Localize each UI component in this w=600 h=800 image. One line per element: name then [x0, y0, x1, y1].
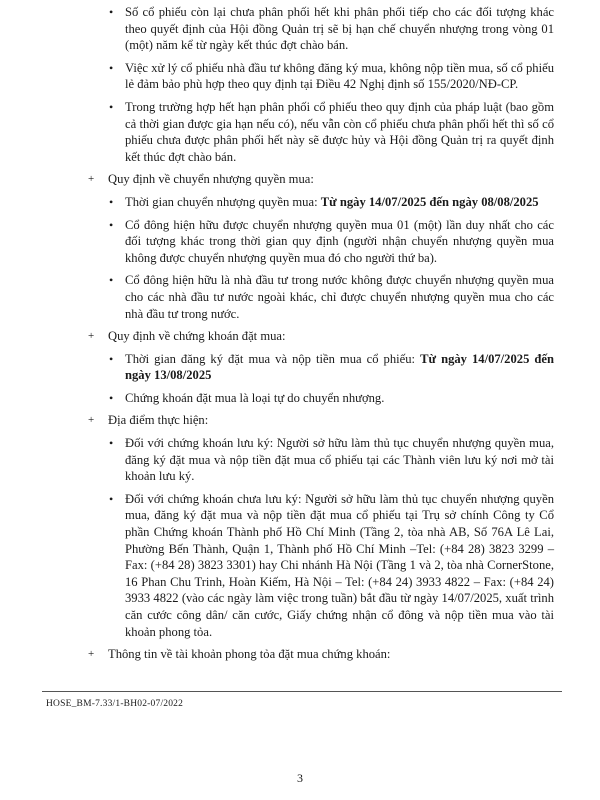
section-heading-subscribed-securities	[84, 328, 554, 345]
bullet-subscription-period	[84, 351, 554, 384]
bullet-expiry-cancellation	[84, 99, 554, 165]
bullet-date-range: Từ ngày 14/07/2025 đến ngày 08/08/2025	[320, 194, 539, 209]
bullet-transfer-once	[84, 217, 554, 267]
section-heading-escrow-account	[84, 646, 554, 663]
section-heading-text: Địa điểm thực hiện:	[108, 413, 209, 428]
footer-divider	[42, 691, 562, 692]
bullet-text: Số cổ phiếu còn lại chưa phân phối hết khi phân phối tiếp cho các đối tượng khác theo quyết định của Hội đồng Quản trị sẽ bị hạn chế chuyển nhượng trong vòng 01 (một) năm kể từ ngày kết thúc đợt chào bán.	[125, 5, 554, 53]
bullet-remaining-shares	[84, 4, 554, 54]
section-heading-text: Thông tin về tài khoản phong tỏa đặt mua chứng khoán:	[108, 647, 391, 662]
page-number: 3	[297, 771, 303, 785]
bullet-undeposited-securities	[84, 491, 554, 640]
section-heading-location	[84, 412, 554, 429]
bullet-dot-icon: •	[109, 273, 114, 288]
bullet-dot-icon: •	[109, 390, 114, 405]
bullet-transfer-period	[84, 194, 554, 211]
bullet-domestic-investors	[84, 272, 554, 322]
plus-marker-icon: +	[88, 330, 95, 343]
document-body	[84, 4, 554, 669]
bullet-text: Chứng khoán đặt mua là loại tự do chuyển nhượng.	[125, 390, 385, 405]
plus-marker-icon: +	[88, 414, 95, 427]
bullet-text: Đối với chứng khoán chưa lưu ký: Người sở hữu làm thủ tục chuyển nhượng quyền mua, đăng ký đặt mua và nộp tiền đặt mua cổ phiếu tại Trụ sở chính Công ty Cổ phần Chứng khoán Thành phố Hồ Chí Minh (Tầng 2, tòa nhà AB, Số 76A Lê Lai, Phường Bến Thành, Quận 1, Thành phố Hồ Chí Minh –Tel: (+84 28) 3823 3299 – Fax: (+84 28) 3823 3301) hay Chi nhánh Hà Nội (Tầng 1 và 2, tòa nhà CornerStone, 16 Phan Chu Trinh, Hoàn Kiếm, Hà Nội – Tel: (+84 24) 3933 4822 – Fax: (+84 24) 3933 4822 (vào các ngày làm việc trong tuần) bắt đầu từ ngày 14/07/2025, xuất trình căn cước công dân/ căn cước, Giấy chứng nhận cổ đông và nộp tiền mua vào tài khoản phong tỏa.	[125, 491, 554, 639]
bullet-text: Việc xử lý cổ phiếu nhà đầu tư không đăng ký mua, không nộp tiền mua, số cổ phiếu lẻ đảm bảo phù hợp theo quy định tại Điều 42 Nghị định số 155/2020/NĐ-CP.	[125, 60, 554, 92]
bullet-date-range: Từ ngày 14/07/2025 đến ngày 13/08/2025	[125, 351, 554, 383]
bullet-text: Cổ đông hiện hữu là nhà đầu tư trong nước không được chuyển nhượng quyền mua cho các nhà đầu tư nước ngoài khác, chỉ được chuyển nhượng quyền mua cho các nhà đầu tư trong nước.	[125, 273, 554, 321]
bullet-dot-icon: •	[109, 99, 114, 114]
footer-form-code: HOSE_BM-7.33/1-BH02-07/2022	[46, 699, 184, 709]
section-heading-transfer-rights	[84, 171, 554, 188]
bullet-unregistered-handling	[84, 60, 554, 93]
bullet-dot-icon: •	[109, 60, 114, 75]
bullet-text: Cổ đông hiện hữu được chuyển nhượng quyền mua 01 (một) lần duy nhất cho các đối tượng khác trong thời gian quy định (người nhận chuyển nhượng quyền mua không được chuyển nhượng quyền mua đó cho người thứ ba).	[125, 217, 554, 265]
section-heading-text: Quy định về chứng khoán đặt mua:	[108, 329, 286, 344]
bullet-label: Thời gian đăng ký đặt mua và nộp tiền mua cổ phiếu:	[125, 351, 421, 366]
bullet-dot-icon: •	[109, 194, 114, 209]
bullet-freely-transferable	[84, 390, 554, 407]
bullet-text: Đối với chứng khoán lưu ký: Người sở hữu làm thủ tục chuyển nhượng quyền mua, đăng ký đặt mua và nộp tiền đặt mua cổ phiếu tại các Thành viên lưu ký nơi mở tài khoản lưu ký.	[125, 436, 554, 484]
section-heading-text: Quy định về chuyển nhượng quyền mua:	[108, 172, 314, 187]
bullet-dot-icon: •	[109, 351, 114, 366]
bullet-dot-icon: •	[109, 436, 114, 451]
bullet-text: Trong trường hợp hết hạn phân phối cổ phiếu theo quy định của pháp luật (bao gồm cả thời gian được gia hạn nếu có), nếu vẫn còn cổ phiếu chưa phân phối hết thì số cổ phiếu chưa được phân phối hết này sẽ được hủy và Hội đồng Quản trị ra quyết định kết thúc đợt chào bán.	[125, 99, 554, 164]
bullet-dot-icon: •	[109, 491, 114, 506]
bullet-dot-icon: •	[109, 217, 114, 232]
bullet-deposited-securities	[84, 435, 554, 485]
plus-marker-icon: +	[88, 173, 95, 186]
bullet-dot-icon: •	[109, 5, 114, 19]
bullet-label: Thời gian chuyển nhượng quyền mua:	[125, 194, 321, 209]
plus-marker-icon: +	[88, 648, 95, 661]
